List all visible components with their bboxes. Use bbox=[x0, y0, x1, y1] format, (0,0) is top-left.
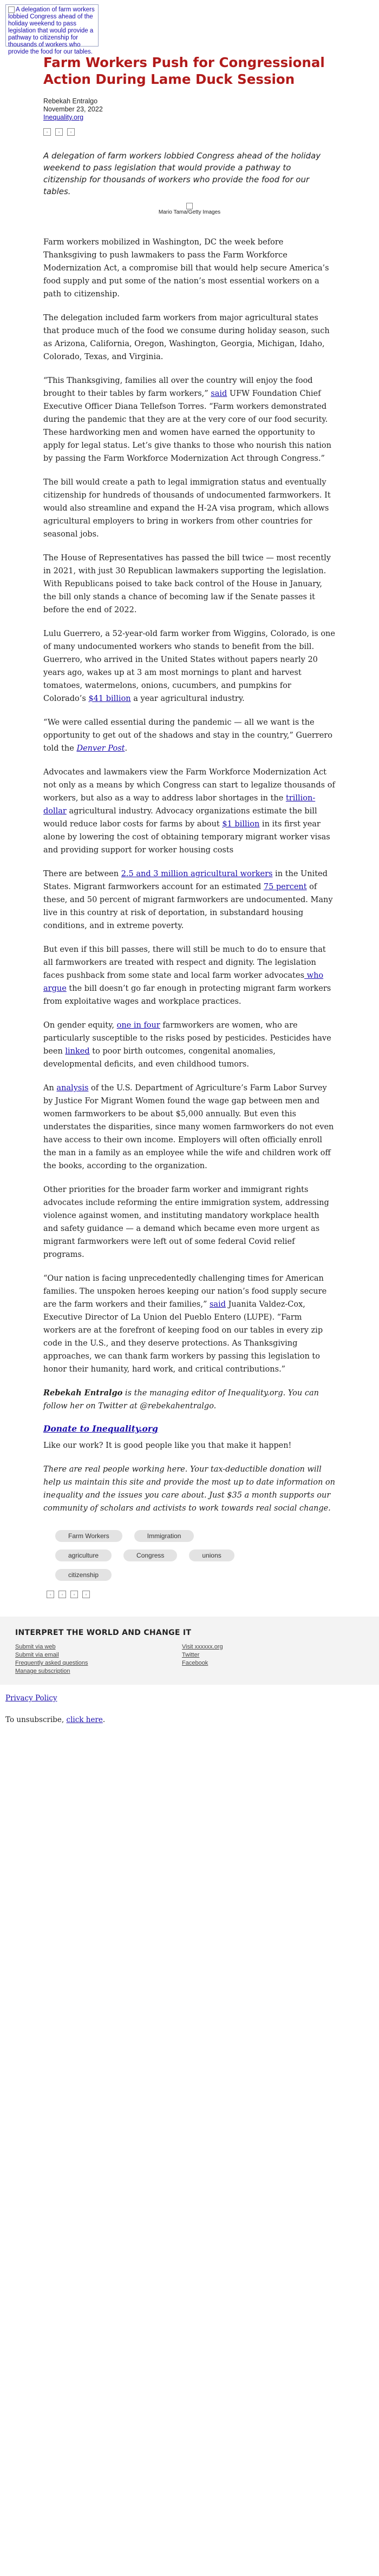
article-paragraph bbox=[43, 716, 336, 755]
paragraph-text: An bbox=[43, 1084, 57, 1092]
paragraph-text: “Our nation is facing unprecedentedly challenging times for American families. The unspoken heroes keeping our nation’s food supply secure are the farm workers and their families,” bbox=[43, 1274, 327, 1309]
article-paragraph bbox=[43, 552, 336, 617]
site-link[interactable]: Inequality.org bbox=[43, 114, 84, 121]
inline-link[interactable]: analysis bbox=[56, 1084, 89, 1092]
unsubscribe-suffix: . bbox=[102, 1716, 106, 1724]
header-image-alt-text: A delegation of farm workers lobbied Congress ahead of the holiday weekend to pass legislation that would provide a pathway to citizenship for thousands of workers who provide the food for our tables. bbox=[8, 6, 95, 55]
paragraph-text: On gender equity, bbox=[43, 1021, 117, 1030]
paragraph-text: farmworkers are women, who are particularly susceptible to the risks posed by pesticides. Pesticides have been bbox=[43, 1021, 331, 1056]
signature-site: Inequality.org bbox=[227, 1389, 283, 1398]
paragraph-text: of the U.S. Department of Agriculture’s Farm Labor Survey by Justice For Migrant Women found the wage gap between men and women farmworkers to be about $5,000 annually. But even this understates the disparities, since many women farmworkers do not even have access to their own income. Employers will often officially enroll the man in a family as an employee while the wife and children work off the books, according to the organization. bbox=[43, 1084, 334, 1170]
donate-line bbox=[43, 1423, 336, 1434]
photo-credit-text: Mario Tama/Getty Images bbox=[158, 209, 221, 215]
unsubscribe-prefix: To unsubscribe, bbox=[5, 1716, 67, 1724]
paragraph-text: Advocates and lawmakers view the Farm Workforce Modernization Act not only as a means by which Congress can start to legalize thousands of workers, but also as a way to address labor shortages in the bbox=[43, 768, 335, 803]
email-share-icon[interactable]: ▫ bbox=[70, 1591, 78, 1598]
support-italic: There are real people working here. Your tax-deductible donation will help us maintain this site and provide the most up to date information on inequality and the issues you care about. Just $35 a month supports our community of scholars and activists to work towards real social change. bbox=[43, 1465, 335, 1513]
article-paragraph bbox=[43, 1183, 336, 1261]
inline-link[interactable]: linked bbox=[65, 1047, 90, 1056]
author-name: Rebekah Entralgo bbox=[43, 97, 98, 105]
support-line: Like our work? It is good people like you that make it happen! bbox=[43, 1441, 292, 1450]
article-paragraph bbox=[43, 1272, 336, 1376]
footer-link[interactable]: Facebook bbox=[182, 1660, 208, 1666]
publish-date: November 23, 2022 bbox=[43, 105, 103, 113]
paragraph-text: The delegation included farm workers from major agricultural states that produce much of the food we consume during holiday season, such as Arizona, California, Oregon, Washington, Georgia, Michigan, Idaho, Colorado, Texas, and Virginia. bbox=[43, 314, 330, 361]
tag-list bbox=[55, 1530, 245, 1581]
inline-link[interactable]: 2.5 and 3 million agricultural workers bbox=[121, 870, 273, 878]
email-share-icon[interactable]: ▫ bbox=[67, 128, 75, 136]
facebook-icon[interactable]: ▫ bbox=[47, 1591, 54, 1598]
inline-link[interactable]: who argue bbox=[43, 971, 324, 993]
facebook-icon[interactable]: ▫ bbox=[43, 128, 51, 136]
article-paragraph bbox=[43, 374, 336, 465]
signature-tail: . You can follow her on Twitter at @rebekahentralgo. bbox=[43, 1389, 319, 1410]
article-paragraph bbox=[43, 943, 336, 1008]
footer bbox=[0, 1617, 379, 1685]
article-dek: A delegation of farm workers lobbied Congress ahead of the holiday weekend to pass legislation that would provide a pathway to citizenship for thousands of workers who provide the food for our tables. bbox=[43, 151, 321, 196]
inline-link[interactable]: trillion-dollar bbox=[43, 794, 316, 816]
header-image-placeholder[interactable] bbox=[5, 4, 99, 55]
donate-site: Inequality.org bbox=[92, 1423, 158, 1434]
paragraph-text: But even if this bill passes, there will still be much to do to ensure that all farmworkers are treated with respect and dignity. The legislation faces pushback from some state and local farm worker advocates bbox=[43, 945, 326, 980]
twitter-icon[interactable]: ▫ bbox=[55, 128, 63, 136]
unsubscribe-line bbox=[5, 1715, 374, 1725]
signature-text: is the managing editor of bbox=[122, 1389, 228, 1398]
tag-pill[interactable]: citizenship bbox=[55, 1569, 112, 1581]
inline-link[interactable]: $41 billion bbox=[88, 694, 131, 703]
donate-link[interactable] bbox=[43, 1423, 158, 1434]
footer-link[interactable]: Twitter bbox=[182, 1652, 200, 1658]
tag-pill[interactable]: Congress bbox=[123, 1549, 177, 1561]
article-paragraph bbox=[43, 868, 336, 932]
unsubscribe-link[interactable]: click here bbox=[66, 1716, 103, 1724]
twitter-icon[interactable]: ▫ bbox=[58, 1591, 66, 1598]
inline-link[interactable]: said bbox=[211, 389, 227, 398]
article-headline: Farm Workers Push for Congressional Action During Lame Duck Session bbox=[43, 55, 325, 87]
paragraph-text: The bill would create a path to legal immigration status and eventually citizenship for hundreds of thousands of undocumented farmworkers. It would also streamline and expand the H-2A visa program, which allows agricultural employers to bring in workers from other countries for seasonal jobs. bbox=[43, 478, 331, 539]
article-paragraph bbox=[43, 236, 336, 301]
inline-link[interactable]: $1 billion bbox=[222, 820, 260, 829]
paragraph-text: the bill doesn’t go far enough in protecting migrant farm workers from exploitative wages and workplace practices. bbox=[43, 984, 331, 1006]
paragraph-text: Juanita Valdez-Cox, Executive Director of La Union del Pueblo Entero (LUPE). “Farm workers are at the forefront of keeping food on our tables in every zip code in the U.S., and they deserve protections. As Thanksgiving approaches, we can thank farm workers by passing this legislation to honor their humanity, hard work, and critical contributions.” bbox=[43, 1300, 323, 1374]
print-icon[interactable]: ▫ bbox=[82, 1591, 90, 1598]
footer-link bbox=[182, 1668, 374, 1675]
inline-link[interactable]: Denver Post bbox=[76, 744, 125, 753]
paragraph-text: UFW Foundation Chief Executive Officer Diana Tellefson Torres. “Farm workers demonstrated during the pandemic that they are at the very core of our food security. These hardworking men and women have earned the opportunity to apply for legal status. Let’s give thanks to those who nourish this nation by passing the Farm Workforce Modernization Act through Congress.” bbox=[43, 389, 331, 463]
paragraph-text: Farm workers mobilized in Washington, DC the week before Thanksgiving to push lawmakers to pass the Farm Workforce Modernization Act, a compromise bill that would help secure America’s food supply and put some of the nation’s most essential workers on a path to citizenship. bbox=[43, 238, 329, 299]
signature-author: Rebekah Entralgo bbox=[43, 1388, 123, 1398]
tag-pill[interactable]: Farm Workers bbox=[55, 1530, 122, 1542]
donate-prefix: Donate to bbox=[43, 1423, 93, 1434]
footer-links bbox=[15, 1644, 374, 1675]
paragraph-text: Lulu Guerrero, a 52-year-old farm worker from Wiggins, Colorado, is one of many undocumented workers who stands to benefit from the bill. Guerrero, who arrived in the United States without papers nearly 20 years ago, wakes up at 3 am most mornings to plant and harvest tomatoes, watermelons, onions, cucumbers, and pumpkins for Colorado’s bbox=[43, 630, 335, 703]
paragraph-text: “This Thanksgiving, families all over the country will enjoy the food brought to their tables by farm workers,” bbox=[43, 376, 313, 398]
photo-broken-image-icon bbox=[186, 203, 193, 209]
article-paragraph bbox=[43, 627, 336, 705]
paragraph-text: of these, and 50 percent of migrant farmworkers are undocumented. Many live in this country at risk of deportation, in substandard housing conditions, and in extreme poverty. bbox=[43, 883, 333, 930]
paragraph-text: . bbox=[125, 744, 128, 753]
broken-image-icon bbox=[8, 6, 15, 13]
photo-credit bbox=[43, 203, 336, 215]
email-card bbox=[43, 54, 336, 1598]
inline-link[interactable]: 75 percent bbox=[263, 883, 307, 891]
footer-link[interactable]: Submit via web bbox=[15, 1644, 56, 1650]
tag-pill[interactable]: unions bbox=[189, 1549, 234, 1561]
paragraph-text: Other priorities for the broader farm worker and immigrant rights advocates include reforming the entire immigration system, addressing violence against women, and instituting mandatory workplace health and safety guidance — a demand which became even more urgent as migrant farmworkers were left out of some federal Covid relief programs. bbox=[43, 1186, 329, 1259]
article-paragraph bbox=[43, 1019, 336, 1071]
author-signature bbox=[43, 1387, 336, 1413]
byline bbox=[43, 97, 336, 122]
paragraph-text: “We were called essential during the pandemic — all we want is the opportunity to get out of the shadows and stay in the country,” Guerrero told the bbox=[43, 718, 332, 753]
bottom-links bbox=[0, 1685, 379, 1725]
article-paragraph bbox=[43, 1082, 336, 1173]
article-paragraph bbox=[43, 312, 336, 363]
footer-link[interactable]: Visit xxxxxx.org bbox=[182, 1644, 223, 1650]
paragraph-text: to poor birth outcomes, congenital anomalies, developmental deficits, and even childhood tumors. bbox=[43, 1047, 276, 1069]
paragraph-text: a year agricultural industry. bbox=[130, 694, 245, 703]
tag-pill[interactable]: agriculture bbox=[55, 1549, 112, 1561]
paragraph-text: in its first year alone by lowering the cost of obtaining temporary migrant worker visas and providing support for worker housing costs bbox=[43, 820, 330, 855]
privacy-policy-link[interactable]: Privacy Policy bbox=[5, 1694, 57, 1703]
share-icons-top bbox=[43, 128, 336, 136]
inline-link[interactable]: said bbox=[209, 1300, 226, 1309]
tag-pill[interactable]: Immigration bbox=[134, 1530, 194, 1542]
paragraph-text: agricultural industry. Advocacy organizations estimate the bill would reduce labor costs for farms by about bbox=[43, 807, 317, 829]
paragraph-text: There are between bbox=[43, 870, 121, 878]
footer-link[interactable]: Frequently asked questions bbox=[15, 1660, 88, 1666]
footer-title: INTERPRET THE WORLD AND CHANGE IT bbox=[15, 1628, 192, 1637]
footer-link[interactable]: Submit via email bbox=[15, 1652, 59, 1658]
share-icons-bottom bbox=[47, 1591, 336, 1598]
article-paragraph bbox=[43, 476, 336, 541]
inline-link[interactable]: one in four bbox=[116, 1021, 160, 1030]
footer-link[interactable]: Manage subscription bbox=[15, 1668, 70, 1674]
article-paragraph bbox=[43, 766, 336, 857]
paragraph-text: in the United States. Migrant farmworkers account for an estimated bbox=[43, 870, 328, 891]
paragraph-text: The House of Representatives has passed the bill twice — most recently in 2021, with just 30 Republican lawmakers supporting the legislation. With Republicans poised to take back control of the House in January, the bill only stands a chance of becoming law if the Senate passes it before the end of 2022. bbox=[43, 554, 331, 614]
article-body bbox=[43, 236, 336, 1376]
